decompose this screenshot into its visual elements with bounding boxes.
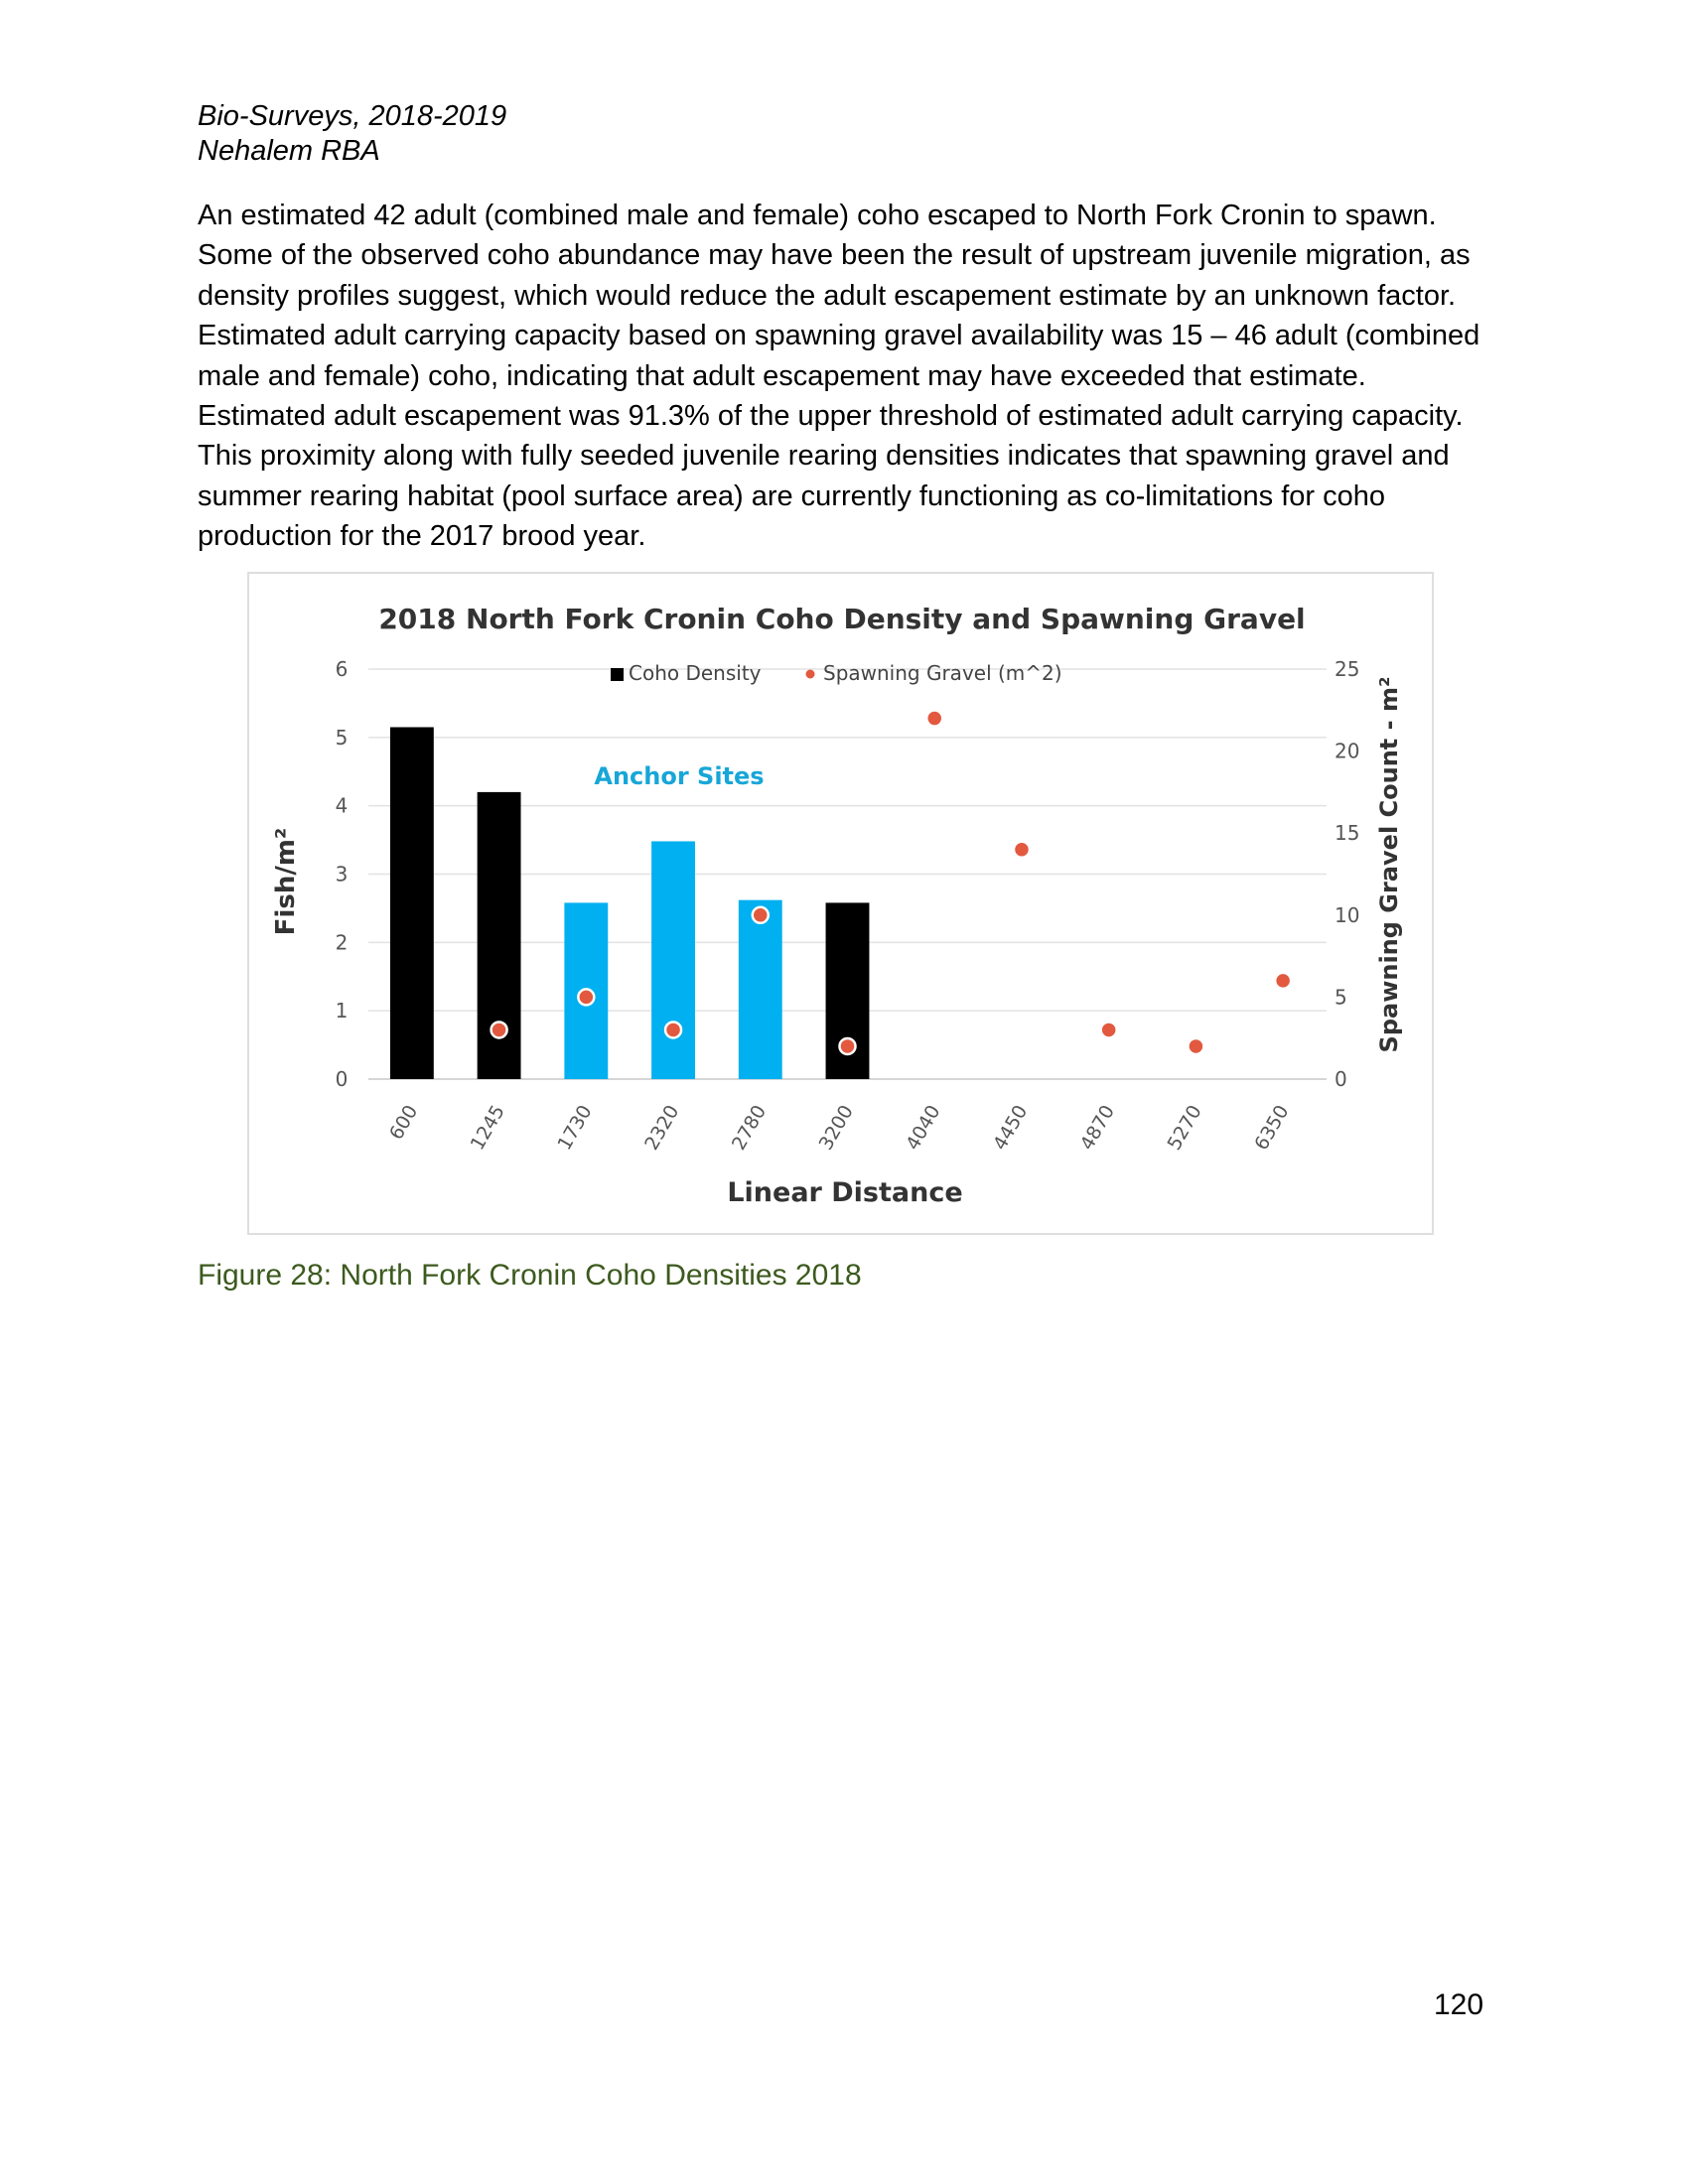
x-tick-label: 6350: [1250, 1101, 1294, 1155]
y2-tick-label: 0: [1335, 1067, 1347, 1091]
running-header: [198, 99, 506, 169]
point-spawning-gravel-4870: [1101, 1022, 1117, 1037]
y-tick-label: 6: [335, 657, 349, 681]
header-subtitle: Nehalem RBA: [198, 135, 380, 167]
x-tick-label: 2320: [640, 1101, 684, 1155]
body-paragraph: An estimated 42 adult (combined male and female) coho escaped to North Fork Cronin to spawn. Some of the observed coho abundance may have been the result of upstream juvenile migration, as density profiles suggest, which would reduce the adult escapement estimate by an unknown factor. Estimated adult carrying capacity based on spawning gravel availability was 15 – 46 adult (combined male and female) coho, indicating that adult escapement may have exceeded that estimate. Estimated adult escapement was 91.3% of the upper threshold of estimated adult carrying capacity. This proximity along with fully seeded juvenile rearing densities indicates that spawning gravel and summer rearing habitat (pool surface area) are currently functioning as co-limitations for coho production for the 2017 brood year.: [198, 200, 1480, 553]
x-axis-label: Linear Distance: [727, 1177, 963, 1208]
y-tick-label: 4: [335, 793, 349, 818]
page-number: 120: [1434, 1988, 1484, 2021]
legend-label-spawning-gravel: Spawning Gravel (m^2): [823, 661, 1062, 685]
y-tick-label: 5: [335, 725, 349, 750]
y-axis-label: Fish/m²: [271, 827, 301, 936]
x-tick-label: 4040: [902, 1101, 945, 1155]
x-tick-label: 1730: [553, 1101, 597, 1155]
legend: [611, 661, 1062, 685]
y2-tick-label: 25: [1335, 657, 1360, 681]
y2-tick-label: 20: [1335, 739, 1360, 763]
legend-swatch-coho-density: [611, 668, 624, 681]
legend-label-coho-density: Coho Density: [629, 661, 762, 685]
header-title: Bio-Surveys, 2018-2019: [198, 100, 507, 132]
point-spawning-gravel-4040: [926, 711, 942, 727]
bar-coho-density-2780: [739, 900, 782, 1079]
y-tick-label: 2: [335, 930, 349, 955]
bar-coho-density-2320: [651, 841, 695, 1079]
x-tick-label: 3200: [814, 1101, 858, 1155]
chart-container: [247, 572, 1434, 1235]
density-gravel-chart: [249, 574, 1436, 1237]
x-tick-label: 4450: [989, 1101, 1033, 1155]
y-tick-label: 3: [335, 862, 349, 887]
x-tick-label: 4870: [1075, 1101, 1120, 1155]
point-spawning-gravel-5270: [1188, 1038, 1203, 1054]
x-tick-label: 5270: [1163, 1101, 1206, 1155]
y2-tick-label: 15: [1335, 821, 1360, 846]
point-spawning-gravel-1730: [578, 989, 594, 1005]
y2-axis-label: Spawning Gravel Count - m²: [1375, 676, 1403, 1053]
point-spawning-gravel-3200: [840, 1038, 856, 1054]
point-spawning-gravel-2320: [665, 1022, 681, 1037]
y2-tick-label: 5: [1335, 985, 1347, 1010]
point-spawning-gravel-6350: [1275, 973, 1291, 989]
bar-coho-density-600: [390, 728, 434, 1079]
point-spawning-gravel-4450: [1014, 842, 1030, 858]
x-tick-label: 1245: [466, 1101, 509, 1155]
x-tick-label: 2780: [727, 1101, 772, 1155]
chart-title: 2018 North Fork Cronin Coho Density and Spawning Gravel: [378, 603, 1306, 635]
y2-tick-label: 10: [1335, 902, 1360, 927]
point-spawning-gravel-1245: [492, 1022, 507, 1037]
y-tick-label: 0: [335, 1067, 349, 1091]
point-spawning-gravel-2780: [753, 907, 769, 923]
legend-marker-spawning-gravel: [806, 670, 815, 679]
anchor-sites-annotation: Anchor Sites: [594, 762, 765, 790]
y-tick-label: 1: [335, 999, 349, 1024]
x-tick-label: 600: [385, 1101, 423, 1144]
figure-caption: Figure 28: North Fork Cronin Coho Densities 2018: [198, 1259, 862, 1292]
